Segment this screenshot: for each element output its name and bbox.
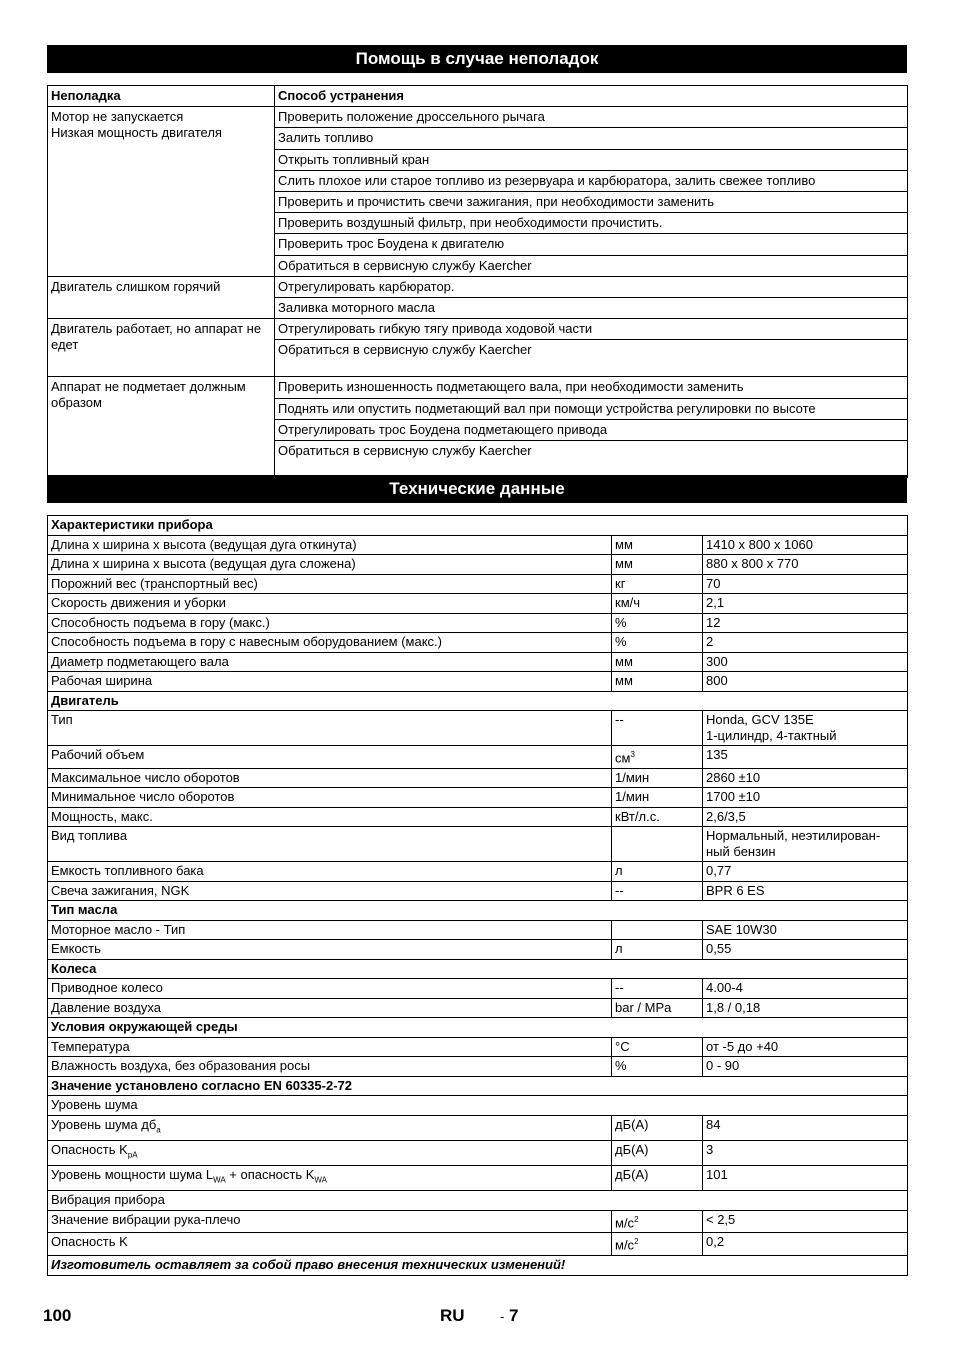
unit-label: м/с [615, 1237, 635, 1253]
unit-label: дБ(А) [615, 1116, 649, 1132]
sub-page-number: 7 [509, 1306, 519, 1325]
table-row [48, 1191, 908, 1211]
value-cell: 12 [703, 613, 908, 633]
table-row [48, 920, 908, 940]
unit-label: -- [615, 712, 624, 727]
remedy-cell: Обратиться в сервисную службу Kaercher [275, 441, 908, 478]
table-row [48, 807, 908, 827]
param-label: Значение вибрации рука-плечо [51, 1211, 241, 1227]
section-header: Двигатель [48, 691, 908, 711]
unit-label: см [615, 750, 631, 766]
param-label: Опасность K [51, 1141, 128, 1157]
unit-label: 1/мин [615, 789, 650, 805]
value-cell: 0,55 [703, 940, 908, 960]
value-cell: 800 [703, 672, 908, 692]
remedy-cell: Отрегулировать трос Боудена подметающего привода [275, 419, 908, 440]
table-row [48, 901, 908, 921]
unit-cell [612, 920, 703, 940]
unit-label: л [615, 863, 623, 879]
param-label: Диаметр подметающего вала [51, 653, 229, 669]
param-cell [48, 1037, 612, 1057]
unit-cell [612, 613, 703, 633]
unit-label: мм [615, 536, 633, 552]
remedy-cell: Проверить воздушный фильтр, при необходимости прочистить. [275, 213, 908, 234]
unit-cell [612, 940, 703, 960]
param-cell [48, 862, 612, 882]
param-label: Длина х ширина х высота (ведущая дуга откинута) [51, 536, 357, 552]
unit-cell [612, 746, 703, 769]
param-cell [48, 1057, 612, 1077]
param-cell [48, 574, 612, 594]
value-cell: 135 [703, 746, 908, 769]
value-cell: < 2,5 [703, 1210, 908, 1233]
unit-cell [612, 555, 703, 575]
unit-cell [612, 1166, 703, 1191]
table-row [48, 998, 908, 1018]
param-cell [48, 711, 612, 746]
param-cell [48, 633, 612, 653]
param-cell [48, 746, 612, 769]
table-row [48, 1096, 908, 1116]
table-row [48, 1037, 908, 1057]
param-label: Порожний вес (транспортный вес) [51, 575, 258, 591]
value-cell: 0,2 [703, 1233, 908, 1256]
value-cell: 1410 x 800 x 1060 [703, 535, 908, 555]
unit-label: °C [615, 1038, 630, 1054]
param-label: Рабочая ширина [51, 673, 153, 688]
param-cell [48, 881, 612, 901]
param-label: Уровень мощности шума L [51, 1167, 214, 1183]
param-label: Моторное масло - Тип [51, 921, 186, 937]
remedy-header: Способ устранения [275, 86, 908, 107]
table-row [48, 1115, 908, 1140]
value-cell: SAE 10W30 [703, 920, 908, 940]
footer-dash: - [500, 1309, 505, 1324]
value-cell: 2 [703, 633, 908, 653]
remedy-cell: Проверить положение дроссельного рычага [275, 107, 908, 128]
value-cell: 84 [703, 1115, 908, 1140]
unit-cell [612, 827, 703, 862]
param-cell [48, 788, 612, 808]
value-cell: 300 [703, 652, 908, 672]
table-row [48, 276, 908, 297]
param-label: Способность подъема в гору (макс.) [51, 614, 270, 630]
remedy-cell: Проверить изношенность подметающего вала, при необходимости заменить [275, 377, 908, 398]
table-row [48, 1057, 908, 1077]
param-cell [48, 1210, 612, 1233]
param-label: Длина х ширина х высота (ведущая дуга сложена) [51, 556, 356, 571]
param-label: Тип [51, 712, 73, 727]
table-row [48, 1076, 908, 1096]
unit-label: % [615, 634, 627, 649]
unit-cell [612, 862, 703, 882]
fault-cell: Двигатель слишком горячий [48, 276, 275, 318]
table-row [48, 555, 908, 575]
param-cell [48, 672, 612, 692]
troubleshooting-table [47, 85, 908, 478]
table-row [48, 1018, 908, 1038]
page-number: 100 [43, 1306, 72, 1325]
param-cell [48, 827, 612, 862]
table-row [48, 768, 908, 788]
table-row [48, 319, 908, 340]
param-label: Емкость [51, 941, 101, 957]
remedy-cell: Проверить трос Боудена к двигателю [275, 234, 908, 255]
disclaimer-note: Изготовитель оставляет за собой право внесения технических изменений! [48, 1256, 908, 1276]
param-label: Рабочий объем [51, 747, 145, 762]
remedy-cell: Слить плохое или старое топливо из резервуара и карбюратора, залить свежее топливо [275, 170, 908, 191]
unit-label: -- [615, 882, 624, 898]
value-cell: BPR 6 ES [703, 881, 908, 901]
unit-label: км/ч [615, 595, 641, 610]
param-cell [48, 652, 612, 672]
param-cell [48, 535, 612, 555]
table-row [48, 711, 908, 746]
table-row [48, 574, 908, 594]
section-header: Характеристики прибора [48, 516, 908, 536]
unit-label: мм [615, 653, 633, 669]
value-cell: 3 [703, 1140, 908, 1165]
value-cell: 101 [703, 1166, 908, 1191]
unit-label: кВт/л.с. [615, 808, 660, 824]
troubleshooting-header-row [48, 86, 908, 107]
param-cell [48, 807, 612, 827]
table-row [48, 652, 908, 672]
param-subscript: WA [213, 1175, 226, 1185]
param-label: Мощность, макс. [51, 808, 153, 824]
table-row [48, 940, 908, 960]
unit-cell [612, 788, 703, 808]
remedy-cell: Открыть топливный кран [275, 149, 908, 170]
unit-label: мм [615, 556, 633, 571]
fault-cell: Мотор не запускается Низкая мощность двигателя [48, 107, 275, 277]
value-cell: 1700 ±10 [703, 788, 908, 808]
value-cell: 70 [703, 574, 908, 594]
param-label: Опасность K [51, 1234, 128, 1250]
table-row [48, 959, 908, 979]
language-code: RU [440, 1306, 465, 1325]
table-row [48, 1140, 908, 1165]
section-header: Колеса [48, 959, 908, 979]
unit-label: кг [615, 575, 626, 591]
tech-data-title: Технические данные [47, 475, 907, 503]
param-cell [48, 1166, 612, 1191]
table-row [48, 691, 908, 711]
unit-cell [612, 768, 703, 788]
value-cell: 880 x 800 x 770 [703, 555, 908, 575]
param-cell [48, 1115, 612, 1140]
section-header: Условия окружающей среды [48, 1018, 908, 1038]
value-cell: 2,1 [703, 594, 908, 614]
table-row [48, 594, 908, 614]
param-label: Давление воздуха [51, 999, 161, 1015]
remedy-cell: Проверить и прочистить свечи зажигания, при необходимости заменить [275, 191, 908, 212]
unit-cell [612, 1140, 703, 1165]
param-cell [48, 613, 612, 633]
unit-cell [612, 633, 703, 653]
unit-cell [612, 1057, 703, 1077]
unit-label: 1/мин [615, 769, 650, 785]
value-cell: 1,8 / 0,18 [703, 998, 908, 1018]
tech-data-table [47, 515, 908, 1276]
unit-label: bar / MPa [615, 999, 672, 1015]
unit-label: мм [615, 673, 633, 688]
table-row [48, 1210, 908, 1233]
param-label: Минимальное число оборотов [51, 789, 235, 805]
table-row [48, 535, 908, 555]
remedy-cell: Залить топливо [275, 128, 908, 149]
unit-label: -- [615, 980, 624, 996]
unit-label: л [615, 941, 623, 957]
fault-cell: Аппарат не подметает должным образом [48, 377, 275, 478]
remedy-cell: Отрегулировать гибкую тягу привода ходовой части [275, 319, 908, 340]
remedy-cell: Заливка моторного масла [275, 297, 908, 318]
param-cell [48, 998, 612, 1018]
subsection-label: Уровень шума [48, 1096, 908, 1116]
table-row [48, 633, 908, 653]
table-row [48, 788, 908, 808]
param-cell [48, 940, 612, 960]
section-header: Значение установлено согласно EN 60335-2-72 [48, 1076, 908, 1096]
table-row [48, 862, 908, 882]
param-label: Свеча зажигания, NGK [51, 882, 190, 898]
unit-label: дБ(А) [615, 1167, 649, 1183]
param-cell [48, 555, 612, 575]
param-label: Максимальное число оборотов [51, 769, 240, 785]
subsection-label: Вибрация прибора [48, 1191, 908, 1211]
unit-cell [612, 881, 703, 901]
remedy-cell: Обратиться в сервисную службу Kaercher [275, 340, 908, 377]
remedy-cell: Обратиться в сервисную службу Kaercher [275, 255, 908, 276]
unit-superscript: 2 [634, 1237, 639, 1247]
table-row [48, 746, 908, 769]
unit-cell [612, 1233, 703, 1256]
table-row [48, 672, 908, 692]
troubleshooting-title: Помощь в случае неполадок [47, 45, 907, 73]
unit-cell [612, 979, 703, 999]
value-cell: 2860 ±10 [703, 768, 908, 788]
param-label: Приводное колесо [51, 980, 163, 996]
unit-cell [612, 998, 703, 1018]
table-row [48, 827, 908, 862]
table-row [48, 979, 908, 999]
unit-cell [612, 672, 703, 692]
value-cell: от -5 до +40 [703, 1037, 908, 1057]
unit-cell [612, 711, 703, 746]
param-subscript: pA [127, 1150, 138, 1160]
param-cell [48, 979, 612, 999]
unit-label: % [615, 1058, 627, 1074]
param-label-2: + опасность K [225, 1167, 315, 1183]
param-label: Вид топлива [51, 828, 128, 844]
param-cell [48, 768, 612, 788]
unit-cell [612, 1115, 703, 1140]
param-label: Температура [51, 1038, 130, 1054]
unit-cell [612, 535, 703, 555]
value-cell: 0 - 90 [703, 1057, 908, 1077]
unit-label: дБ(А) [615, 1141, 649, 1157]
value-cell: Нормальный, неэтилирован- ный бензин [703, 827, 908, 862]
value-cell: Honda, GCV 135E 1-цилиндр, 4-тактный [703, 711, 908, 746]
param-cell [48, 1233, 612, 1256]
table-row [48, 1233, 908, 1256]
param-cell [48, 594, 612, 614]
fault-cell: Двигатель работает, но аппарат не едет [48, 319, 275, 377]
unit-label: % [615, 614, 627, 630]
param-subscript: a [156, 1125, 161, 1135]
param-cell [48, 920, 612, 940]
param-label: Способность подъема в гору с навесным оборудованием (макс.) [51, 634, 442, 649]
table-row [48, 107, 908, 128]
unit-cell [612, 1210, 703, 1233]
section-header: Тип масла [48, 901, 908, 921]
param-label: Емкость топливного бака [51, 863, 204, 879]
param-subscript-2: WA [314, 1175, 328, 1185]
table-row [48, 1256, 908, 1276]
unit-cell [612, 807, 703, 827]
unit-label: м/с [615, 1214, 635, 1230]
unit-superscript: 3 [630, 750, 635, 759]
value-cell: 0,77 [703, 862, 908, 882]
table-row [48, 613, 908, 633]
table-row [48, 881, 908, 901]
unit-cell [612, 652, 703, 672]
unit-cell [612, 594, 703, 614]
value-cell: 4.00-4 [703, 979, 908, 999]
param-label: Скорость движения и уборки [51, 595, 226, 610]
param-cell [48, 1140, 612, 1165]
table-row [48, 1166, 908, 1191]
param-label: Уровень шума дб [51, 1116, 157, 1132]
unit-cell [612, 1037, 703, 1057]
value-cell: 2,6/3,5 [703, 807, 908, 827]
remedy-cell: Отрегулировать карбюратор. [275, 276, 908, 297]
unit-cell [612, 574, 703, 594]
remedy-cell: Поднять или опустить подметающий вал при помощи устройства регулировки по высоте [275, 398, 908, 419]
table-row [48, 377, 908, 398]
unit-superscript: 2 [634, 1214, 639, 1224]
fault-header: Неполадка [48, 86, 275, 107]
param-label: Влажность воздуха, без образования росы [51, 1058, 311, 1074]
table-row [48, 516, 908, 536]
